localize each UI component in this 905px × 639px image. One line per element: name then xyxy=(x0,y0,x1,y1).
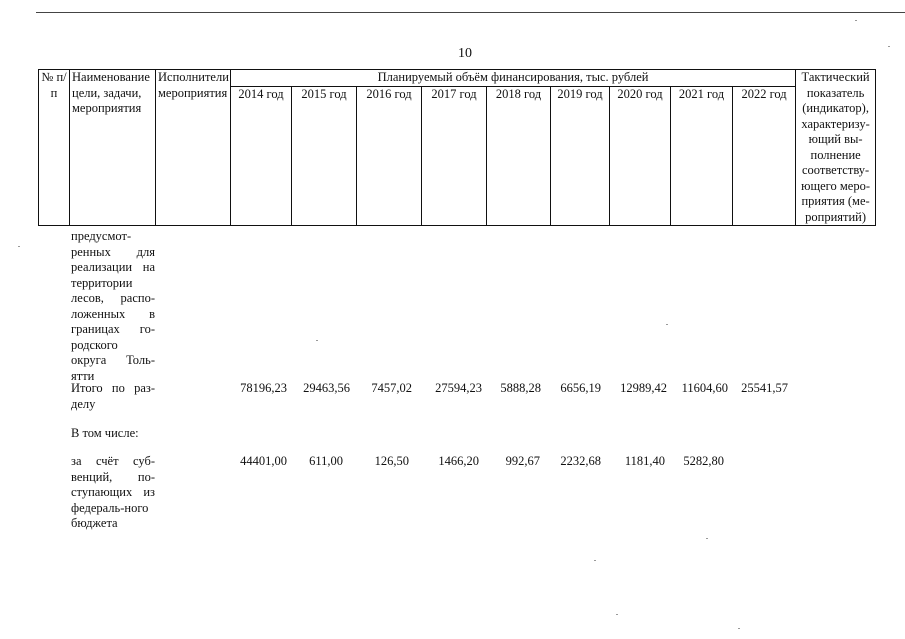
including-label: В том числе: xyxy=(71,426,139,440)
subv-value-2014: 44401,00 xyxy=(240,454,287,468)
scan-speck xyxy=(855,20,857,21)
scan-speck xyxy=(594,560,596,561)
header-year-2017: 2017 год xyxy=(422,86,487,225)
total-value-2018: 5888,28 xyxy=(500,381,541,395)
header-col-indicator: Тактический показатель (индикатор), характеризу-ющий вы-полнение соответству-ющего меро-приятия (ме-роприятий) xyxy=(796,70,876,226)
scan-speck xyxy=(18,246,20,247)
header-year-2020: 2020 год xyxy=(610,86,671,225)
subv-value-2020: 1181,40 xyxy=(624,454,665,468)
scan-speck xyxy=(888,46,890,47)
header-year-2016: 2016 год xyxy=(357,86,422,225)
subvention-label: за счёт суб-венций, по-ступающих из федераль-ного бюджета xyxy=(71,454,155,530)
scan-speck xyxy=(738,628,740,629)
total-value-2022: 25541,57 xyxy=(741,381,788,395)
total-label: Итого по раз-делу xyxy=(71,381,155,411)
header-year-2014: 2014 год xyxy=(231,86,292,225)
header-col-funding: Планируемый объём финансирования, тыс. рублей xyxy=(231,70,796,87)
subv-value-2017: 1466,20 xyxy=(438,454,479,468)
total-value-2014: 78196,23 xyxy=(240,381,287,395)
header-col-number: № п/п xyxy=(39,70,70,226)
header-col-executors: Исполнители мероприятия xyxy=(156,70,231,226)
subv-value-2015: 611,00 xyxy=(309,454,343,468)
header-year-2021: 2021 год xyxy=(671,86,733,225)
continuation-text: предусмот-ренных для реализации на территории лесов, распо-ложенных в границах го-родского округа Толь-ятти xyxy=(71,229,155,383)
header-col-name: Наименование цели, задачи, мероприятия xyxy=(70,70,156,226)
subv-value-2016: 126,50 xyxy=(374,454,409,468)
header-year-2015: 2015 год xyxy=(292,86,357,225)
header-year-2022: 2022 год xyxy=(733,86,796,225)
subv-value-2019: 2232,68 xyxy=(560,454,601,468)
scan-speck xyxy=(616,614,618,615)
header-table xyxy=(38,69,876,226)
total-value-2017: 27594,23 xyxy=(435,381,482,395)
header-year-2018: 2018 год xyxy=(487,86,551,225)
total-value-2019: 6656,19 xyxy=(560,381,601,395)
scan-speck xyxy=(316,340,318,341)
top-border-line xyxy=(36,12,905,13)
total-value-2016: 7457,02 xyxy=(371,381,412,395)
total-value-2015: 29463,56 xyxy=(303,381,350,395)
subv-value-2018: 992,67 xyxy=(505,454,540,468)
total-value-2020: 12989,42 xyxy=(620,381,667,395)
header-year-2019: 2019 год xyxy=(551,86,610,225)
subv-value-2021: 5282,80 xyxy=(683,454,724,468)
page-number: 10 xyxy=(458,46,472,61)
scan-speck xyxy=(666,324,668,325)
scan-speck xyxy=(706,538,708,539)
total-value-2021: 11604,60 xyxy=(681,381,728,395)
